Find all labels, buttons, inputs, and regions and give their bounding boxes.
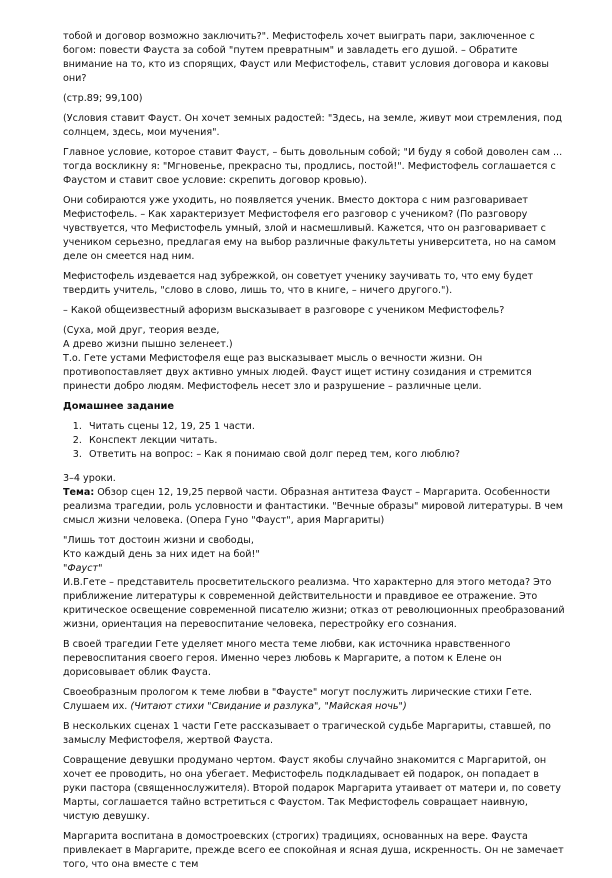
- paragraph: Совращение девушки продумано чертом. Фауст якобы случайно знакомится с Маргаритой, он хочет ее проводить, но она убегает. Мефистофель подкладывает ей подарок, он попадает в руки пастора (священнослужителя). Второй подарок Маргарита утаивает от матери и, по совету Марты, соглашается тайно встретиться с Фаустом. Так Мефистофель совращает наивную, чистую девушку.: [63, 755, 561, 822]
- paragraph-italic: (Читают стихи "Свидание и разлука", "Майская ночь"): [130, 701, 407, 712]
- paragraph: В нескольких сценах 1 части Гете рассказывает о трагической судьбе Маргариты, ставшей, по замыслу Мефистофеля, жертвой Фауста.: [63, 721, 551, 746]
- epigraph-line: Кто каждый день за них идет на бой!": [63, 549, 260, 560]
- paragraph: тобой и договор возможно заключить?". Мефистофель хочет выиграть пари, заключенное с богом: повести Фауста за собой "путем превратным" и завладеть его душой. – Обратите внимание на то, кто из спорящих, Фауст или Мефистофель, ставит условия договора и каковы они?: [63, 31, 549, 84]
- paragraph: Маргарита воспитана в домостроевских (строгих) традициях, основанных на вере. Фауста привлекает в Маргарите, прежде всего ее спокойная и ясная душа, искренность. Он не замечает того, что она вместе с тем: [63, 831, 564, 870]
- lesson-label: 3–4 уроки.: [63, 473, 116, 484]
- paragraph-text: Своеобразным прологом к теме любви в "Фаусте" могут послужить лирические стихи Гете. Слушаем их.: [63, 687, 533, 712]
- epigraph-source: "Фауст": [63, 563, 103, 574]
- list-item: 3. Ответить на вопрос: – Как я понимаю свой долг перед тем, кого люблю?: [85, 448, 565, 462]
- theme-label: Тема:: [63, 487, 95, 498]
- paragraph: В своей трагедии Гете уделяет много места теме любви, как источника нравственного перевоспитания своего героя. Именно через любовь к Маргарите, а потом к Елене он дорисовывает облик Фауста.: [63, 639, 511, 678]
- question: – Какой общеизвестный афоризм высказывает в разговоре с учеником Мефистофель?: [63, 305, 505, 316]
- list-item: 1. Читать сцены 12, 19, 25 1 части.: [85, 420, 565, 434]
- page-reference: (стр.89; 99,100): [63, 93, 143, 104]
- homework-list: [63, 420, 565, 462]
- theme-paragraph: [63, 486, 565, 528]
- theme-text: Обзор сцен 12, 19,25 первой части. Образная антитеза Фауст – Маргарита. Особенности реализма трагедии, роль условности и фантастики. "Вечные образы" мировой литературы. В чем смысл жизни человека. (Опера Гуно "Фауст", ария Маргариты): [63, 487, 564, 526]
- paragraph: Мефистофель издевается над зубрежкой, он советует ученику заучивать то, что ему будет твердить учитель, "слово в слово, лишь то, что в книге, – ничего другого.").: [63, 271, 534, 296]
- homework-heading: Домашнее задание: [63, 401, 175, 412]
- paragraph: Главное условие, которое ставит Фауст, – быть довольным собой; "И буду я собой доволен сам ... тогда воскликну я: "Мгновенье, прекрасно ты, продлись, постой!". Мефистофель соглашается с Фаустом и ставит свое условие: скрепить договор кровью).: [63, 147, 563, 186]
- paragraph: Т.о. Гете устами Мефистофеля еще раз высказывает мысль о вечности жизни. Он противопоставляет двух активно умных людей. Фауст ищет истину созидания и стремится принести добро людям. Мефистофель несет зло и разрушение – различные цели.: [63, 353, 532, 392]
- document-page: [63, 30, 565, 878]
- quote-line: (Суха, мой друг, теория везде,: [63, 325, 220, 336]
- list-item: 2. Конспект лекции читать.: [85, 434, 565, 448]
- paragraph: (Условия ставит Фауст. Он хочет земных радостей: "Здесь, на земле, живут мои стремления, под солнцем, здесь, мои мучения".: [63, 113, 563, 138]
- paragraph: [63, 686, 565, 714]
- epigraph-line: "Лишь тот достоин жизни и свободы,: [63, 535, 254, 546]
- paragraph: И.В.Гете – представитель просветительского реализма. Что характерно для этого метода? Это приближение литературы к современной действительности и правдивое ее отражение. Это критическое освещение современной писателю жизни; отказ от революционных преобразований жизни, ориентация на перевоспитание человека, перестройку его сознания.: [63, 577, 565, 630]
- paragraph: Они собираются уже уходить, но появляется ученик. Вместо доктора с ним разговаривает Мефистофель. – Как характеризует Мефистофеля его разговор с учеником? (По разговору чувствуется, что Мефистофель умный, злой и насмешливый. Кажется, что он разговаривает с учеником серьезно, предлагая ему на выбор различные факультеты университета, но на самом деле он смеется над ним.: [63, 195, 556, 262]
- quote-line: А древо жизни пышно зеленеет.): [63, 339, 233, 350]
